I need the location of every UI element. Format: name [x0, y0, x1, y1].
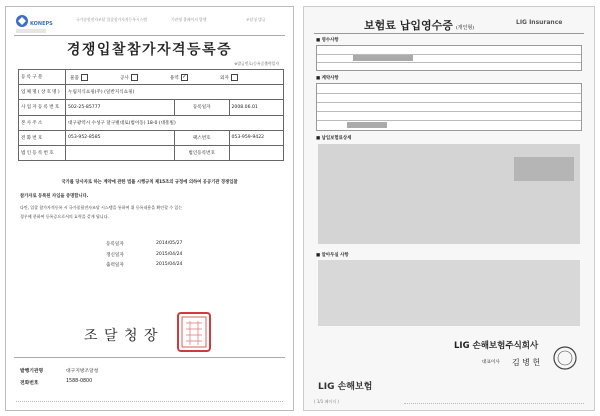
registration-table	[18, 69, 284, 161]
date-value-renewed: 2015/04/24	[156, 252, 183, 257]
seal-icon	[552, 345, 578, 371]
header-divider	[14, 35, 285, 36]
date-label-printed: 출력일자	[106, 263, 124, 268]
insurance-receipt	[303, 6, 595, 411]
header-divider	[314, 33, 584, 34]
address: 대구광역시 수성구 달구벌대로(범어동) 18-0 (대흥빌)	[66, 115, 284, 130]
section-notes: ■ 알아두실 사항	[316, 253, 349, 258]
row-label: 법인등록번호	[19, 145, 66, 160]
biz-number: 502-25-85777	[66, 100, 175, 115]
grid-line	[317, 120, 581, 121]
reg-date: 2008.06.01	[229, 100, 284, 115]
official-seal	[176, 311, 212, 353]
row-label: 업체명(상호명)	[19, 85, 66, 100]
receipt-title: 보험료 납입영수증 (개인형)	[364, 19, 475, 32]
table-row	[19, 145, 284, 160]
premium-detail-highlight	[514, 157, 574, 181]
footer-label-issuer: 발행기관명	[20, 369, 44, 374]
date-value-printed: 2015/04/24	[156, 262, 183, 267]
date-label-renewed: 갱신일자	[106, 253, 124, 258]
header-note-3: 조달청 발급	[246, 17, 266, 22]
footer-divider	[14, 357, 285, 358]
row-label: 등록구분	[19, 70, 66, 85]
page-number: ( 1/1 페이지 )	[314, 399, 339, 404]
contract-table	[316, 83, 582, 131]
grid-line	[317, 111, 581, 112]
table-row	[19, 130, 284, 145]
checkbox-icon	[231, 74, 238, 81]
fax: 053-959-9422	[229, 130, 284, 145]
statement-4: 경우에 한하여 등록증으로서의 효력을 갖게 됩니다.	[20, 214, 109, 219]
notes-band	[318, 260, 580, 326]
type-foreign: 외자	[220, 74, 269, 81]
company-name: 누림지식쇼핑(주) (일반지식쇼핑)	[66, 85, 284, 100]
header-note-1: 국가종합전자조달 입찰참가자격등록시스템	[76, 17, 147, 22]
issuer-name: 조 달 청 장	[84, 328, 159, 344]
brand-header	[516, 19, 562, 26]
footer-dotline	[404, 403, 584, 404]
type-service: 용역 ✓	[169, 73, 187, 81]
type-checkboxes	[66, 70, 284, 85]
table-row	[19, 115, 284, 130]
corp-number	[66, 145, 175, 160]
checkbox-icon	[81, 74, 88, 81]
seal-text	[176, 311, 181, 312]
table-row	[19, 70, 284, 85]
row-label: 본사주소	[19, 115, 66, 130]
statement-2: 참가자로 등록된 자임을 증명합니다.	[20, 194, 89, 199]
checkmark-icon: ✓	[182, 73, 187, 80]
footer-value-phone: 1588-0800	[66, 379, 93, 384]
corp-value	[229, 145, 284, 160]
table-row	[19, 100, 284, 115]
brand-name: LIG Insurance	[516, 19, 563, 26]
ceo-name: 김 병 헌	[512, 358, 541, 367]
grid-line	[317, 93, 581, 94]
date-label-registered: 등록일자	[106, 242, 124, 247]
grid-line	[317, 102, 581, 103]
section-premium-detail: ■ 납입보험료상세	[316, 136, 352, 141]
grid-line	[317, 62, 581, 63]
phone: 053-952-8585	[66, 130, 175, 145]
row-label: 사업자등록번호	[19, 100, 66, 115]
table-row	[19, 85, 284, 100]
insurer-company: LIG 손해보험주식회사	[454, 341, 539, 351]
section-receipt: ■ 영수사항	[316, 38, 339, 43]
redacted-block	[347, 122, 387, 128]
footer-value-issuer: 대구지방조달청	[66, 369, 99, 374]
receipt-table	[316, 45, 582, 71]
footer-label-phone: 전화번호	[20, 381, 39, 386]
ceo-label: 대표이사	[482, 360, 500, 365]
certificate-title: 경쟁입찰참가자격등록증	[66, 42, 233, 58]
registration-certificate	[5, 6, 294, 411]
footer-brand: LIG 손해보험	[318, 382, 373, 392]
statement-3: 다만, 입찰 참가자격등록 시 국가종합전자조달 시스템을 통하여 위 등록내용을 확인할 수 있는	[20, 205, 183, 210]
statement-1: 국가를 당사자로 하는 계약에 관한 법률 시행규칙 제15조의 규정에 의하여 공공기관 경쟁입찰	[61, 180, 238, 185]
company-seal	[552, 345, 578, 375]
checkbox-icon	[131, 74, 138, 81]
certificate-subtitle: ※발급번호/등록증출력일자	[234, 61, 279, 66]
row-label: 전화번호	[19, 130, 66, 145]
section-contract: ■ 계약사항	[316, 76, 339, 81]
type-goods: 물품	[70, 74, 119, 81]
type-construction: 공사	[120, 74, 169, 81]
date-value-registered: 2014/05/27	[156, 241, 183, 246]
header-note-2: 기관명 홈페이지 발행	[171, 17, 207, 22]
koneps-logo: KONEPS	[14, 13, 50, 39]
fax-label: 팩스번호	[175, 130, 230, 145]
reg-date-label: 등록일자	[175, 100, 230, 115]
redacted-block	[353, 55, 413, 61]
footer-dotline	[16, 401, 283, 402]
corp-label: 법인등록번호	[175, 145, 230, 160]
seal-icon	[176, 311, 212, 353]
